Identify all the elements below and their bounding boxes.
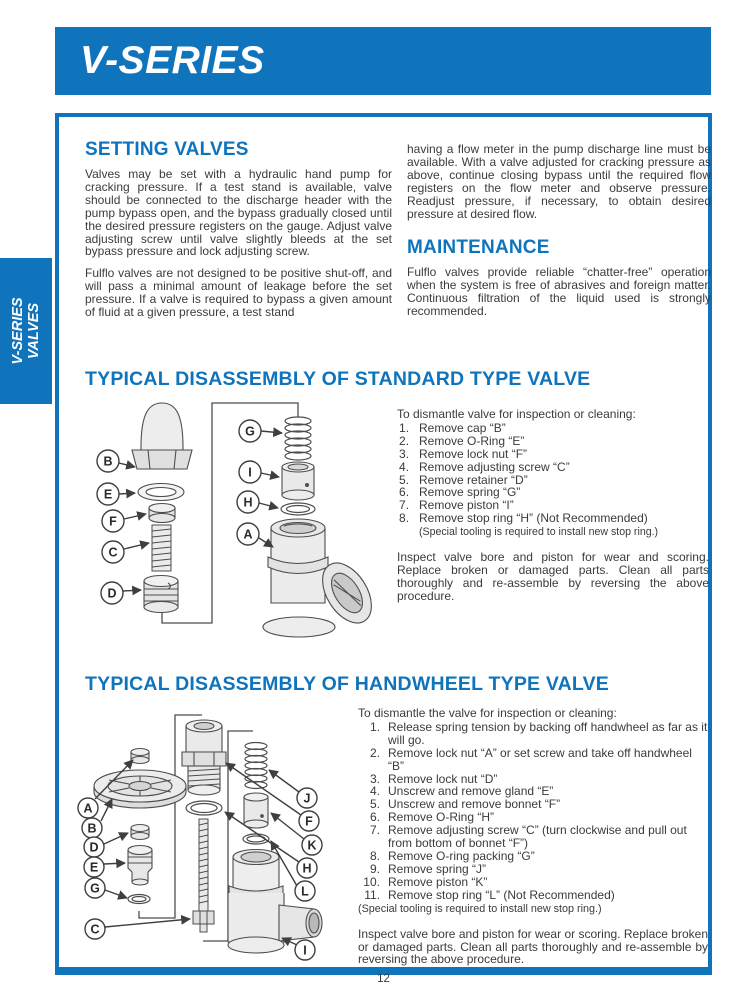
setting-valves-heading: SETTING VALVES xyxy=(85,139,249,160)
callout-G: G xyxy=(245,424,255,439)
handwheel-outro: Inspect valve bore and piston for wear or scoring. Replace broken or damaged parts. Clean all parts thoroughly and re-assemble by reversing the above procedure. xyxy=(358,926,708,967)
page-number: 12 xyxy=(377,973,390,985)
paragraph-maintenance: Fulflo valves provide reliable “chatter-free” operation when the system is free of abrasives and foreign matter. Continuous filtration of the liquid used is strongly recommended. xyxy=(407,265,711,319)
paragraph-setting-2: Fulflo valves are not designed to be positive shut-off, and will pass a minimal amount of leakage before the set pressure. If a valve is required to bypass a given amount of fluid at a given pressure, a test stand xyxy=(85,266,392,320)
step-item: Remove stop ring “H” (Not Recommended) (Special tooling is required to install new stop ring.) xyxy=(397,512,709,538)
setting-valves-column-left xyxy=(85,168,392,319)
handwheel-steps-list xyxy=(358,721,708,902)
step-item: Unscrew and remove gland “E” xyxy=(388,784,554,799)
step-item: Unscrew and remove bonnet “F” xyxy=(388,797,561,812)
content-frame xyxy=(55,113,712,975)
step-item: Remove adjusting screw “C” xyxy=(419,459,570,474)
spring-j-part xyxy=(245,743,267,789)
step-item: Remove adjusting screw “C” (turn clockwise and pull out from bottom of bonnet “F”) xyxy=(388,823,687,851)
paragraph-setting-3: having a flow meter in the pump discharge line must be available. With a valve adjusted for cracking pressure as above, continue closing bypass until the required flow registers on the flow meter and observe pressure. Readjust pressure, if necessary, to obtain desired pressure at desired flow. xyxy=(407,142,711,221)
bonnet-part xyxy=(182,720,226,795)
step-item: Remove spring “G” xyxy=(419,485,521,500)
o-ring-part xyxy=(138,484,184,501)
maintenance-heading: MAINTENANCE xyxy=(407,237,550,259)
step-item: Remove lock nut “F” xyxy=(419,446,528,461)
standard-step-note: (Special tooling is required to install new stop ring.) xyxy=(419,526,659,539)
callout-K: K xyxy=(307,838,317,853)
step-item: Remove O-Ring “E” xyxy=(419,433,525,448)
callout-H: H xyxy=(243,495,253,510)
adjusting-screw-stem-part xyxy=(193,819,214,932)
step-item: Remove cap “B” xyxy=(419,420,506,435)
standard-valve-diagram xyxy=(85,397,395,657)
piston-k-part xyxy=(244,793,268,828)
callout-A: A xyxy=(83,801,93,816)
sidebar-tab-line2: VALVES xyxy=(26,302,42,360)
standard-disassembly-heading: TYPICAL DISASSEMBLY OF STANDARD TYPE VALVE xyxy=(85,368,591,390)
standard-outro: Inspect valve bore and piston for wear and scoring. Replace broken or damaged parts. Clean all parts thoroughly and re-assemble by reversing the above procedure. xyxy=(397,550,709,603)
callout-L: L xyxy=(301,884,309,899)
callouts-standard xyxy=(97,420,282,604)
callout-D: D xyxy=(107,586,117,601)
step-item: Remove spring “J” xyxy=(388,861,487,876)
standard-steps-list xyxy=(397,422,709,538)
gland-part xyxy=(128,846,152,886)
lock-nut-part xyxy=(149,504,175,523)
callout-J: J xyxy=(303,791,311,806)
header-banner xyxy=(55,27,711,95)
sidebar-tab xyxy=(0,258,52,404)
step-item: Remove piston “I” xyxy=(419,498,514,513)
callout-C: C xyxy=(108,545,118,560)
o-ring-h-part xyxy=(186,801,222,815)
callout-I: I xyxy=(303,943,307,958)
step-item: Remove retainer “D” xyxy=(419,472,528,487)
step-item: Remove lock nut “A” or set screw and take off handwheel “B” xyxy=(388,745,692,773)
valve-body-part xyxy=(263,519,381,637)
standard-instructions xyxy=(397,408,709,603)
handwheel-valve-diagram xyxy=(76,700,356,968)
callout-F: F xyxy=(109,514,117,529)
standard-intro: To dismantle valve for inspection or cleaning: xyxy=(397,407,636,421)
piston-part xyxy=(282,462,314,500)
handwheel-instructions xyxy=(358,707,708,966)
handwheel-note: (Special tooling is required to install new stop ring.) xyxy=(358,902,602,915)
handwheel-disassembly-heading: TYPICAL DISASSEMBLY OF HANDWHEEL TYPE VALVE xyxy=(85,673,609,695)
paragraph-setting-1: Valves may be set with a hydraulic hand pump for cracking pressure. If a test stand is available, valve should be connected to the discharge header with the pump bypass open, and the bypass gradually closed until the desired pressure registers on the gauge. Adjust valve adjusting screw until valve slightly bleeds at the set bypass pressure and lock adjusting screw. xyxy=(85,167,392,259)
adjusting-screw-part xyxy=(152,525,171,571)
handwheel-intro: To dismantle the valve for inspection or cleaning: xyxy=(358,706,617,720)
o-ring-packing-part xyxy=(128,895,150,904)
sidebar-tab-line1: V-SERIES xyxy=(10,297,26,365)
step-item: Remove stop ring “L” (Not Recommended) xyxy=(388,887,615,902)
step-item: Remove lock nut “D” xyxy=(388,771,498,786)
callout-C: C xyxy=(90,922,100,937)
step-item: Release spring tension by backing off handwheel as far as it will go. xyxy=(388,719,708,747)
callout-H: H xyxy=(302,861,312,876)
callout-A: A xyxy=(243,527,253,542)
spring-part xyxy=(285,417,311,460)
callout-D: D xyxy=(89,840,99,855)
stop-ring-part xyxy=(281,503,315,515)
callout-F: F xyxy=(305,814,313,829)
step-item: Remove O-Ring “H” xyxy=(388,810,495,825)
lock-nut-d-part xyxy=(131,825,149,840)
callout-E: E xyxy=(103,487,113,502)
callout-B: B xyxy=(87,821,97,836)
lock-nut-a-part xyxy=(131,749,149,764)
step-item: Remove O-ring packing “G” xyxy=(388,848,535,863)
callout-B: B xyxy=(103,454,113,469)
step-item: Remove piston “K” xyxy=(388,874,488,889)
cap-part xyxy=(132,403,192,469)
setting-valves-column-right xyxy=(407,143,711,318)
handwheel-part xyxy=(94,770,186,808)
callout-I: I xyxy=(248,465,252,480)
retainer-part xyxy=(144,576,178,613)
callout-G: G xyxy=(90,881,100,896)
page-title: V-SERIES xyxy=(80,39,265,82)
sidebar-tab-label xyxy=(10,297,42,364)
callout-E: E xyxy=(89,860,99,875)
